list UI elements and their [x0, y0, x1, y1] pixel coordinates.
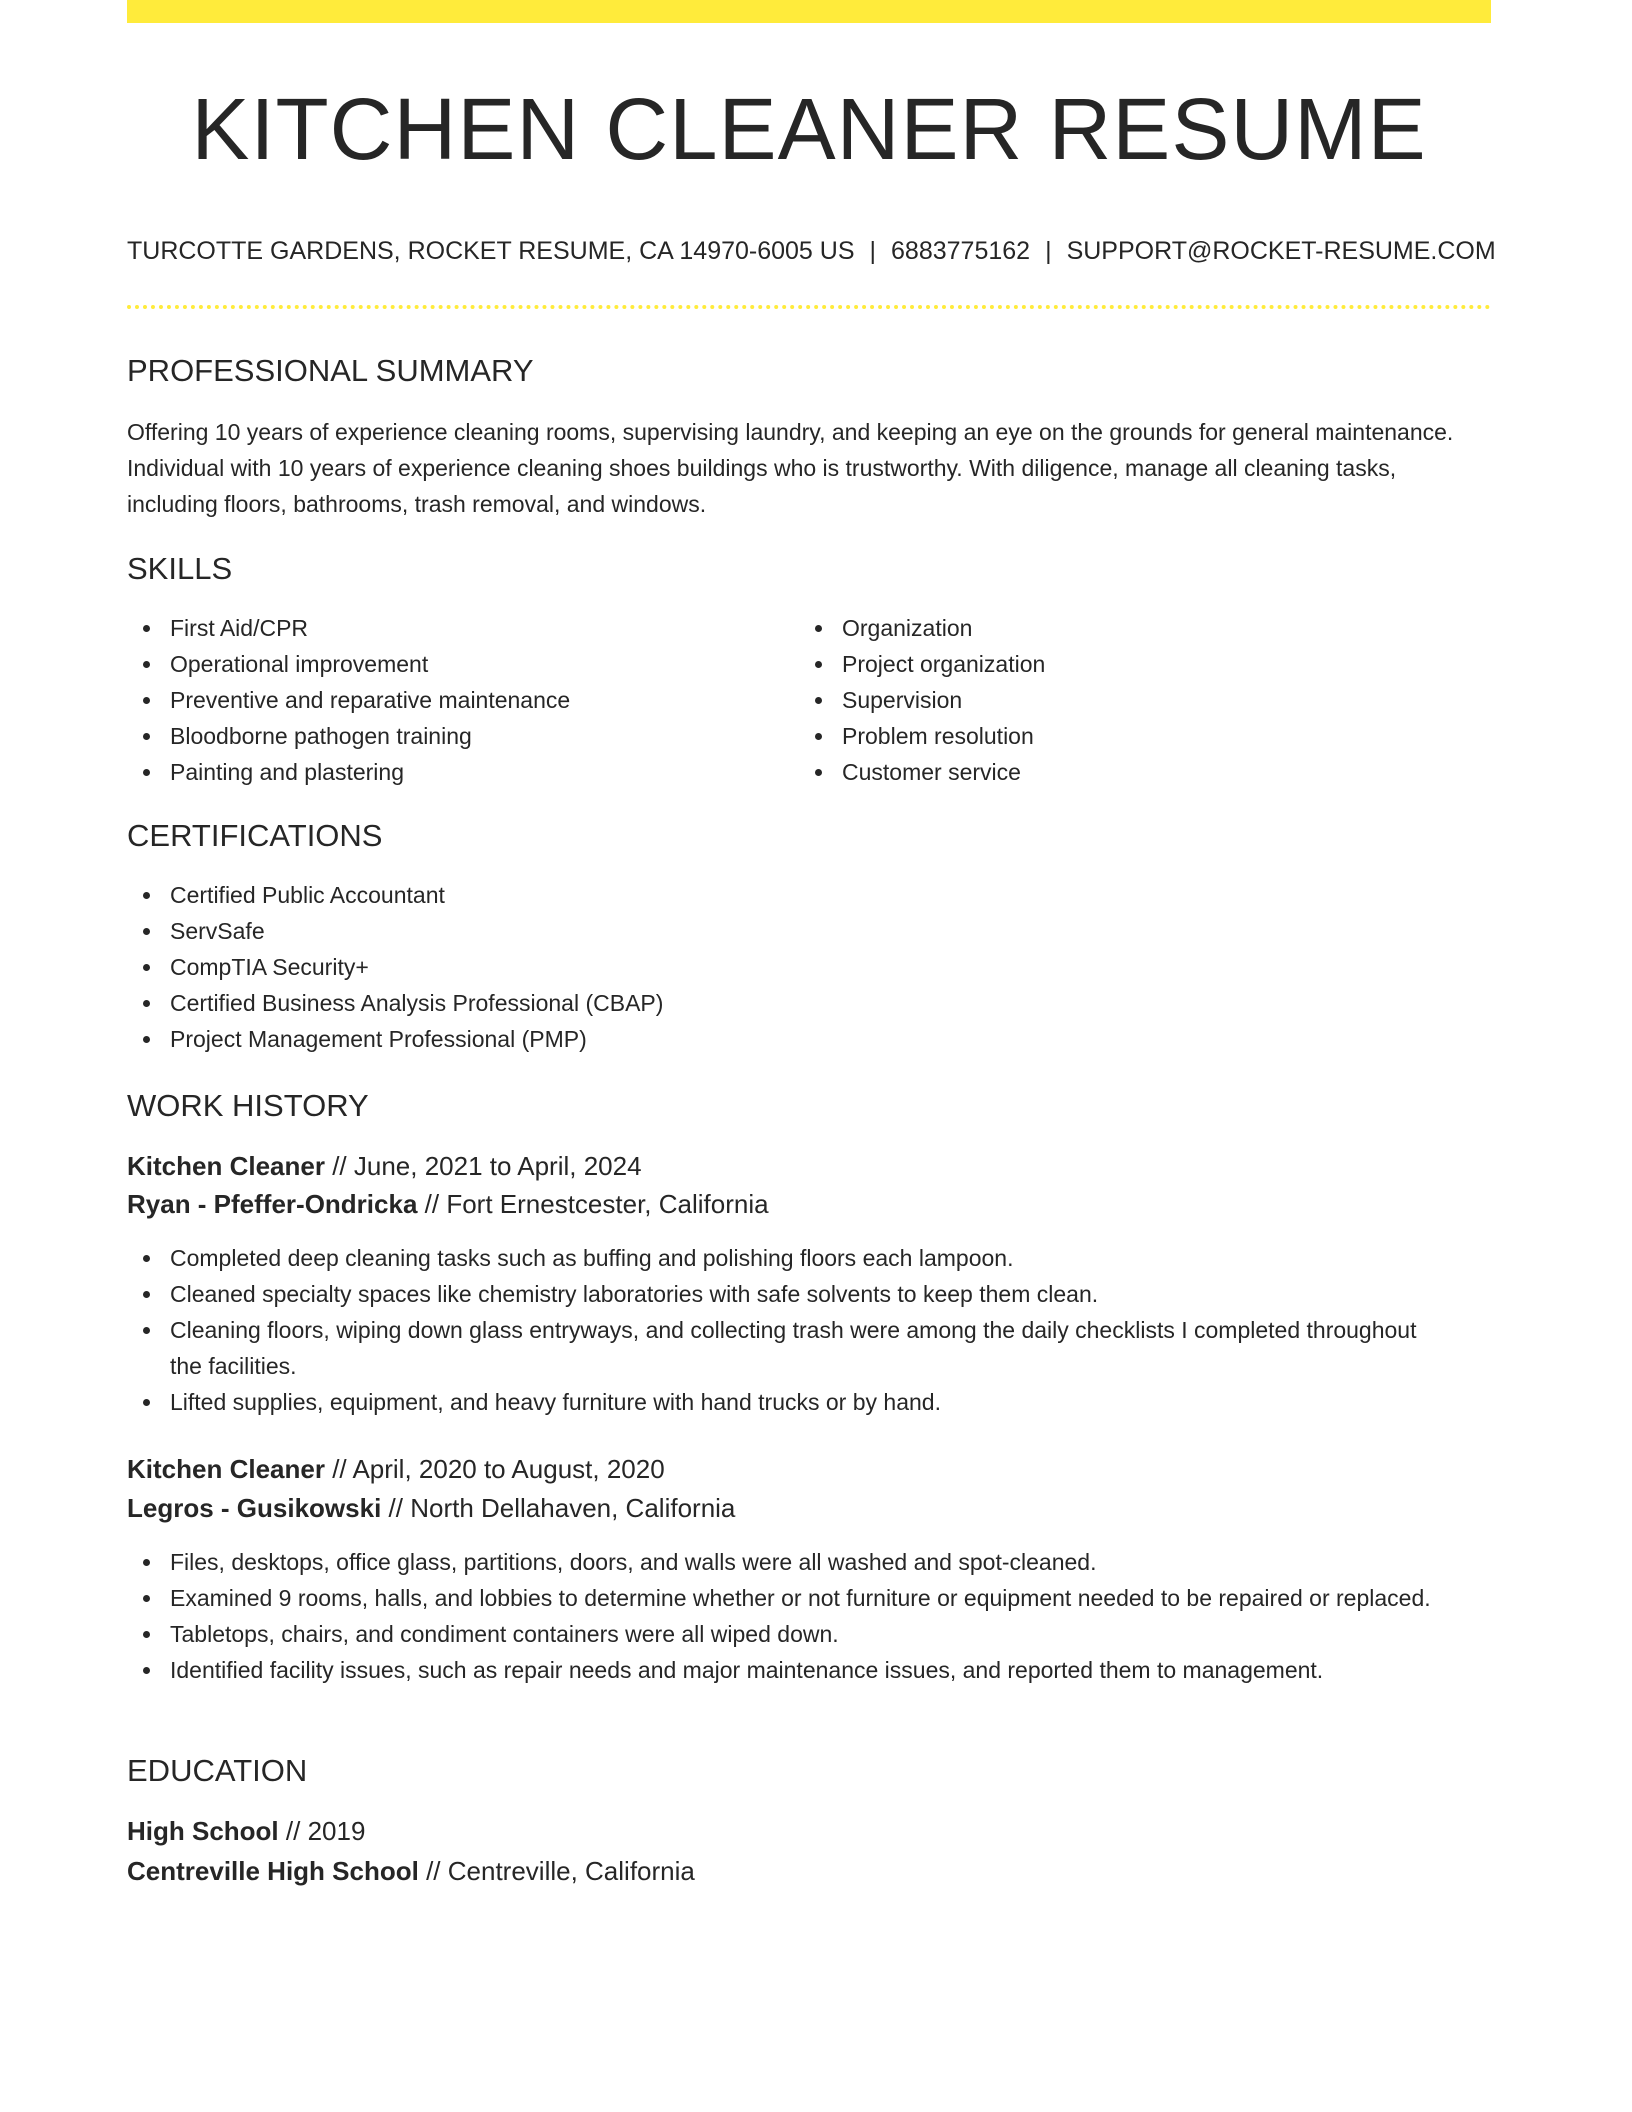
skills-heading: SKILLS	[127, 551, 233, 586]
list-item: Identified facility issues, such as repair needs and major maintenance issues, and reported them to management.	[127, 1652, 1471, 1688]
summary-text: Offering 10 years of experience cleaning rooms, supervising laundry, and keeping an eye on the grounds for general maintenance. Individual with 10 years of experience cleaning shoes buildings who is trustworthy. With diligence, manage all cleaning tasks, including floors, bathrooms, trash removal, and windows.	[127, 419, 1454, 517]
contact-separator: |	[869, 237, 877, 265]
job-location: Fort Ernestcester, California	[446, 1189, 769, 1219]
education-school-line	[127, 1852, 695, 1890]
job-title-line	[127, 1450, 665, 1488]
list-item: Project Management Professional (PMP)	[127, 1021, 1491, 1057]
list-item: CompTIA Security+	[127, 949, 1491, 985]
list-item: Painting and plastering	[127, 754, 797, 790]
resume-title: KITCHEN CLEANER RESUME	[191, 81, 1427, 178]
summary-heading: PROFESSIONAL SUMMARY	[127, 353, 534, 388]
job-title-line	[127, 1147, 642, 1185]
job-title: Kitchen Cleaner	[127, 1151, 325, 1181]
education-heading: EDUCATION	[127, 1753, 308, 1788]
list-item: ServSafe	[127, 913, 1491, 949]
contact-separator: |	[1045, 237, 1052, 265]
job-title: Kitchen Cleaner	[127, 1454, 325, 1484]
job-location: North Dellahaven, California	[410, 1493, 736, 1523]
job-bullets	[127, 1544, 1491, 1688]
list-item: Preventive and reparative maintenance	[127, 682, 797, 718]
line-separator: //	[332, 1454, 347, 1484]
certifications-list	[127, 877, 1491, 1057]
list-item: Completed deep cleaning tasks such as buffing and polishing floors each lampoon.	[127, 1240, 1431, 1276]
list-item: Bloodborne pathogen training	[127, 718, 797, 754]
list-item: Cleaning floors, wiping down glass entryways, and collecting trash were among the daily checklists I completed throughout the facilities.	[127, 1312, 1431, 1384]
list-item: Supervision	[799, 682, 1469, 718]
job-company-line	[127, 1489, 735, 1527]
accent-bar	[127, 0, 1491, 23]
job-company: Legros - Gusikowski	[127, 1493, 382, 1523]
header-divider	[127, 305, 1491, 309]
list-item: First Aid/CPR	[127, 610, 797, 646]
list-item: Operational improvement	[127, 646, 797, 682]
line-separator: //	[332, 1151, 347, 1181]
line-separator: //	[285, 1816, 301, 1846]
education-location: Centreville, California	[447, 1856, 695, 1886]
education-school: Centreville High School	[127, 1856, 419, 1886]
job-dates: June, 2021 to April, 2024	[353, 1151, 642, 1181]
work-history-heading: WORK HISTORY	[127, 1088, 369, 1123]
line-separator: //	[426, 1856, 441, 1886]
contact-address: TURCOTTE GARDENS, ROCKET RESUME, CA 14970-6005 US	[127, 237, 855, 265]
certifications-heading: CERTIFICATIONS	[127, 818, 383, 853]
skills-list-right	[799, 610, 1469, 790]
list-item: Certified Business Analysis Professional (CBAP)	[127, 985, 1491, 1021]
contact-email: SUPPORT@ROCKET-RESUME.COM	[1066, 237, 1496, 265]
education-year: 2019	[307, 1816, 366, 1846]
list-item: Cleaned specialty spaces like chemistry laboratories with safe solvents to keep them clean.	[127, 1276, 1431, 1312]
line-separator: //	[388, 1493, 403, 1523]
list-item: Files, desktops, office glass, partitions, doors, and walls were all washed and spot-cleaned.	[127, 1544, 1471, 1580]
list-item: Certified Public Accountant	[127, 877, 1491, 913]
education-degree: High School	[127, 1816, 279, 1846]
job-dates: April, 2020 to August, 2020	[352, 1454, 665, 1484]
skills-list-left	[127, 610, 797, 790]
job-company-line	[127, 1185, 769, 1223]
list-item: Organization	[799, 610, 1469, 646]
list-item: Tabletops, chairs, and condiment containers were all wiped down.	[127, 1616, 1471, 1652]
list-item: Problem resolution	[799, 718, 1469, 754]
education-degree-line	[127, 1812, 365, 1850]
job-bullets	[127, 1240, 1491, 1420]
list-item: Project organization	[799, 646, 1469, 682]
list-item: Lifted supplies, equipment, and heavy furniture with hand trucks or by hand.	[127, 1384, 1431, 1420]
line-separator: //	[424, 1189, 440, 1219]
contact-phone: 6883775162	[891, 237, 1031, 265]
job-company: Ryan - Pfeffer-Ondricka	[127, 1189, 418, 1219]
list-item: Customer service	[799, 754, 1469, 790]
list-item: Examined 9 rooms, halls, and lobbies to determine whether or not furniture or equipment needed to be repaired or replaced.	[127, 1580, 1471, 1616]
contact-line	[127, 236, 1496, 266]
